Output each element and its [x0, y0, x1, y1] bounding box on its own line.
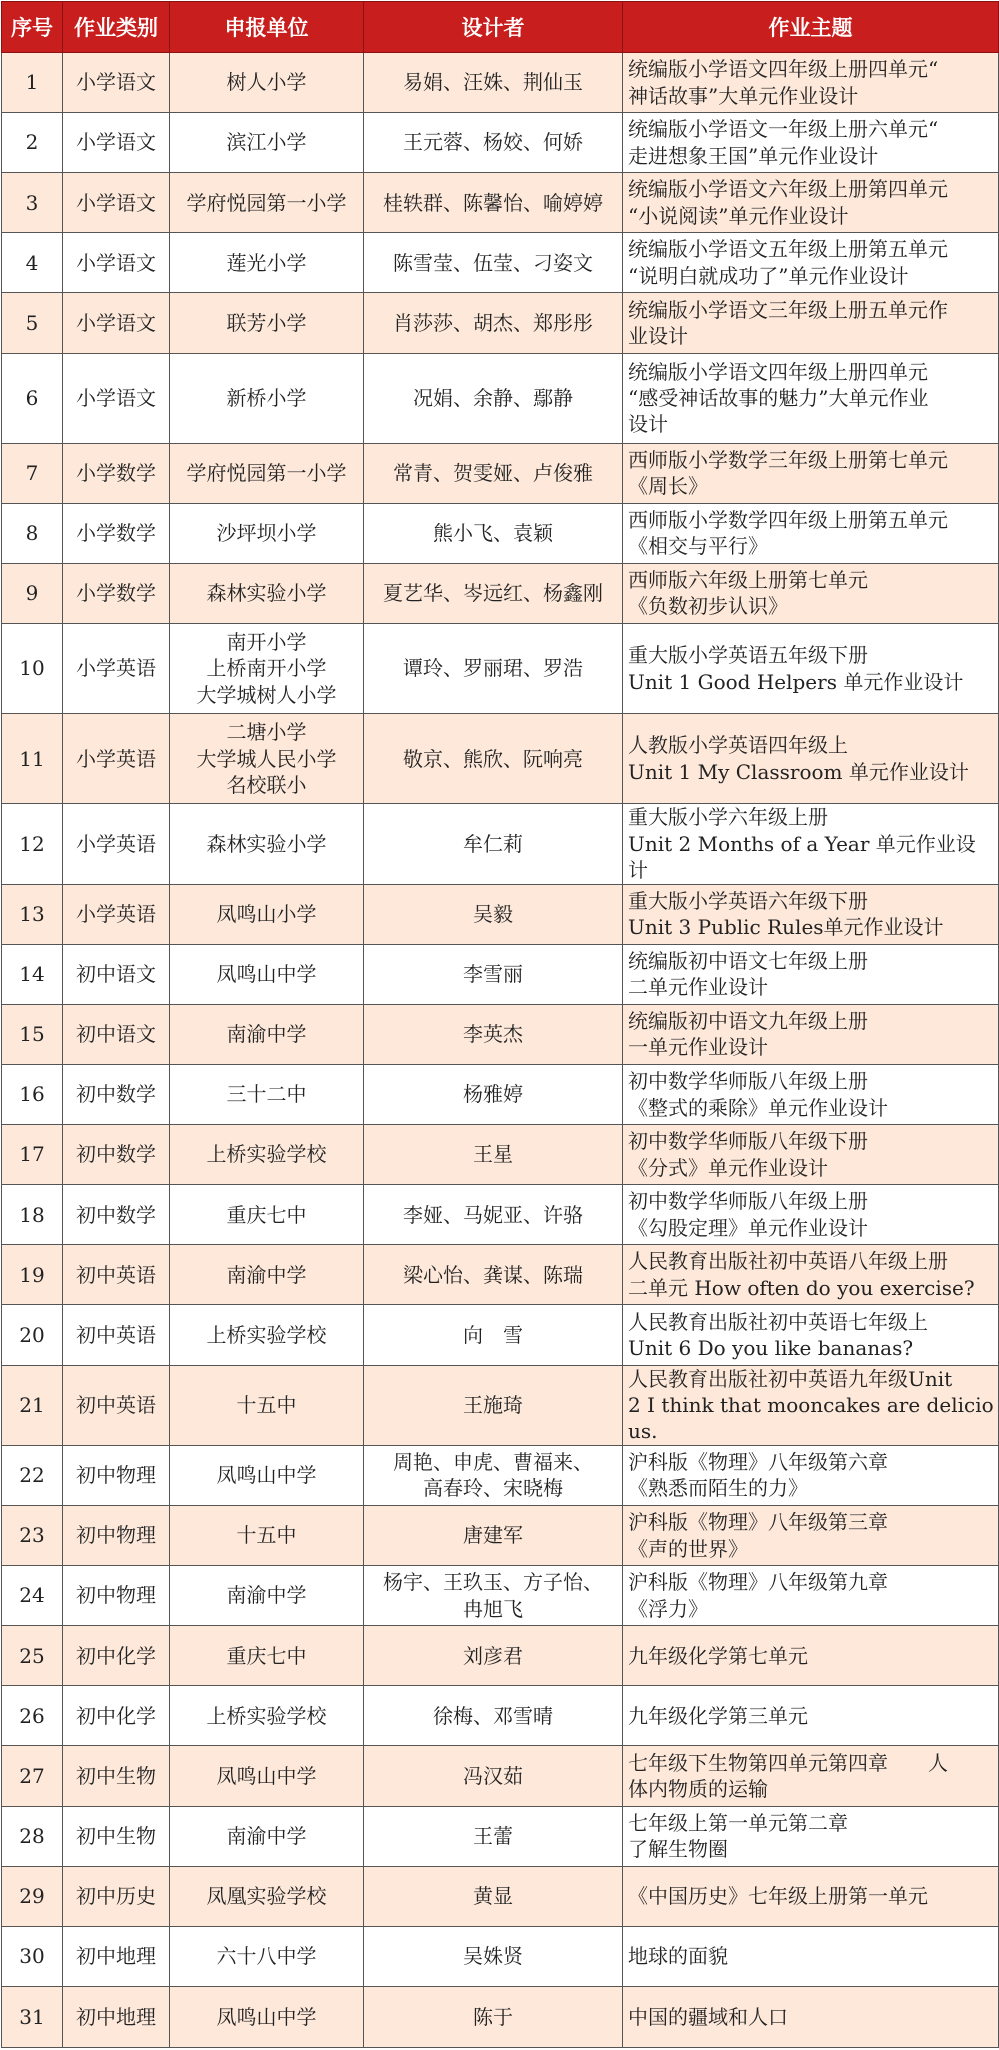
- cell-unit: 南渝中学: [170, 1566, 364, 1626]
- cell-unit: 南渝中学: [170, 1004, 364, 1064]
- cell-unit: 南渝中学: [170, 1806, 364, 1866]
- cell-no: 5: [2, 293, 63, 353]
- table-row: [2, 1305, 999, 1365]
- table-row: [2, 1445, 999, 1505]
- cell-designer: 易娟、汪姝、荆仙玉: [364, 53, 623, 113]
- table-row: [2, 563, 999, 623]
- cell-no: 29: [2, 1866, 63, 1926]
- cell-unit: 六十八中学: [170, 1926, 364, 1986]
- header-category: 作业类别: [63, 2, 170, 53]
- table-row: [2, 443, 999, 503]
- cell-designer: 常青、贺雯娅、卢俊雅: [364, 443, 623, 503]
- cell-unit: 南开小学 上桥南开小学 大学城树人小学: [170, 624, 364, 714]
- cell-unit: 新桥小学: [170, 353, 364, 443]
- cell-unit: 凤鸣山中学: [170, 944, 364, 1004]
- cell-category: 小学语文: [63, 173, 170, 233]
- cell-unit: 重庆七中: [170, 1185, 364, 1245]
- cell-category: 小学数学: [63, 563, 170, 623]
- cell-category: 小学数学: [63, 503, 170, 563]
- cell-category: 初中语文: [63, 1004, 170, 1064]
- cell-topic: 统编版小学语文一年级上册六单元“ 走进想象王国”单元作业设计: [623, 113, 999, 173]
- cell-designer: 王元蓉、杨姣、何娇: [364, 113, 623, 173]
- cell-topic: 沪科版《物理》八年级第六章 《熟悉而陌生的力》: [623, 1445, 999, 1505]
- table-row: [2, 113, 999, 173]
- table-row: [2, 1566, 999, 1626]
- cell-no: 10: [2, 624, 63, 714]
- cell-unit: 凤鸣山中学: [170, 1445, 364, 1505]
- table-row: [2, 1125, 999, 1185]
- cell-topic: 七年级下生物第四单元第四章 人 体内物质的运输: [623, 1746, 999, 1806]
- cell-category: 初中语文: [63, 944, 170, 1004]
- cell-category: 初中生物: [63, 1746, 170, 1806]
- cell-designer: 刘彦君: [364, 1626, 623, 1686]
- cell-topic: 初中数学华师版八年级上册 《勾股定理》单元作业设计: [623, 1185, 999, 1245]
- cell-unit: 上桥实验学校: [170, 1305, 364, 1365]
- cell-unit: 森林实验小学: [170, 563, 364, 623]
- cell-category: 初中生物: [63, 1806, 170, 1866]
- cell-designer: 熊小飞、袁颖: [364, 503, 623, 563]
- table-row: [2, 293, 999, 353]
- cell-category: 小学英语: [63, 804, 170, 884]
- assignment-table: [1, 1, 999, 2048]
- cell-no: 27: [2, 1746, 63, 1806]
- table-row: [2, 624, 999, 714]
- cell-unit: 学府悦园第一小学: [170, 173, 364, 233]
- cell-designer: 杨雅婷: [364, 1064, 623, 1124]
- cell-designer: 吴毅: [364, 884, 623, 944]
- header-row: [2, 2, 999, 53]
- cell-unit: 重庆七中: [170, 1626, 364, 1686]
- cell-no: 11: [2, 714, 63, 804]
- cell-category: 初中数学: [63, 1185, 170, 1245]
- cell-no: 23: [2, 1505, 63, 1565]
- cell-topic: 初中数学华师版八年级下册 《分式》单元作业设计: [623, 1125, 999, 1185]
- cell-no: 28: [2, 1806, 63, 1866]
- cell-topic: 西师版小学数学四年级上册第五单元 《相交与平行》: [623, 503, 999, 563]
- table-row: [2, 1365, 999, 1445]
- cell-no: 14: [2, 944, 63, 1004]
- cell-designer: 牟仁莉: [364, 804, 623, 884]
- cell-topic: 统编版小学语文四年级上册四单元 “感受神话故事的魅力”大单元作业 设计: [623, 353, 999, 443]
- cell-unit: 滨江小学: [170, 113, 364, 173]
- cell-topic: 重大版小学六年级上册 Unit 2 Months of a Year 单元作业设计: [623, 804, 999, 884]
- cell-topic: 沪科版《物理》八年级第九章 《浮力》: [623, 1566, 999, 1626]
- cell-designer: 徐梅、邓雪晴: [364, 1686, 623, 1746]
- cell-topic: 人民教育出版社初中英语八年级上册 二单元 How often do you exercise?: [623, 1245, 999, 1305]
- table-row: [2, 714, 999, 804]
- cell-category: 初中物理: [63, 1505, 170, 1565]
- cell-unit: 森林实验小学: [170, 804, 364, 884]
- cell-unit: 三十二中: [170, 1064, 364, 1124]
- cell-category: 小学英语: [63, 884, 170, 944]
- cell-designer: 王蕾: [364, 1806, 623, 1866]
- cell-category: 小学语文: [63, 353, 170, 443]
- table-row: [2, 353, 999, 443]
- cell-topic: 统编版初中语文九年级上册 一单元作业设计: [623, 1004, 999, 1064]
- table-row: [2, 1064, 999, 1124]
- table-row: [2, 804, 999, 884]
- table-row: [2, 1806, 999, 1866]
- cell-topic: 西师版小学数学三年级上册第七单元 《周长》: [623, 443, 999, 503]
- cell-no: 13: [2, 884, 63, 944]
- cell-unit: 莲光小学: [170, 233, 364, 293]
- cell-unit: 凤凰实验学校: [170, 1866, 364, 1926]
- cell-designer: 黄显: [364, 1866, 623, 1926]
- table-row: [2, 1245, 999, 1305]
- cell-topic: 地球的面貌: [623, 1926, 999, 1986]
- cell-no: 30: [2, 1926, 63, 1986]
- cell-topic: 九年级化学第三单元: [623, 1686, 999, 1746]
- cell-designer: 周艳、申虎、曹福来、 高春玲、宋晓梅: [364, 1445, 623, 1505]
- cell-designer: 肖莎莎、胡杰、郑彤彤: [364, 293, 623, 353]
- cell-category: 初中英语: [63, 1365, 170, 1445]
- cell-no: 4: [2, 233, 63, 293]
- cell-unit: 凤鸣山中学: [170, 1986, 364, 2047]
- cell-no: 8: [2, 503, 63, 563]
- cell-no: 12: [2, 804, 63, 884]
- cell-no: 24: [2, 1566, 63, 1626]
- cell-unit: 十五中: [170, 1505, 364, 1565]
- cell-no: 22: [2, 1445, 63, 1505]
- header-topic: 作业主题: [623, 2, 999, 53]
- cell-no: 19: [2, 1245, 63, 1305]
- table-row: [2, 1746, 999, 1806]
- cell-topic: 统编版小学语文六年级上册第四单元 “小说阅读”单元作业设计: [623, 173, 999, 233]
- cell-topic: 人教版小学英语四年级上 Unit 1 My Classroom 单元作业设计: [623, 714, 999, 804]
- cell-designer: 吴姝贤: [364, 1926, 623, 1986]
- cell-topic: 统编版小学语文三年级上册五单元作 业设计: [623, 293, 999, 353]
- cell-designer: 李雪丽: [364, 944, 623, 1004]
- cell-topic: 人民教育出版社初中英语七年级上 Unit 6 Do you like bananas?: [623, 1305, 999, 1365]
- cell-category: 小学语文: [63, 113, 170, 173]
- cell-designer: 夏艺华、岑远红、杨鑫刚: [364, 563, 623, 623]
- table-row: [2, 1004, 999, 1064]
- table-row: [2, 1185, 999, 1245]
- cell-topic: 西师版六年级上册第七单元 《负数初步认识》: [623, 563, 999, 623]
- cell-no: 18: [2, 1185, 63, 1245]
- cell-designer: 谭玲、罗丽珺、罗浩: [364, 624, 623, 714]
- cell-category: 小学语文: [63, 53, 170, 113]
- cell-no: 2: [2, 113, 63, 173]
- cell-category: 小学英语: [63, 624, 170, 714]
- cell-no: 26: [2, 1686, 63, 1746]
- cell-topic: 七年级上第一单元第二章 了解生物圈: [623, 1806, 999, 1866]
- cell-unit: 联芳小学: [170, 293, 364, 353]
- cell-designer: 王施琦: [364, 1365, 623, 1445]
- cell-category: 初中数学: [63, 1064, 170, 1124]
- cell-designer: 向 雪: [364, 1305, 623, 1365]
- cell-no: 31: [2, 1986, 63, 2047]
- cell-category: 初中物理: [63, 1566, 170, 1626]
- cell-designer: 李娅、马妮亚、许骆: [364, 1185, 623, 1245]
- cell-category: 初中化学: [63, 1626, 170, 1686]
- cell-category: 小学语文: [63, 293, 170, 353]
- cell-unit: 树人小学: [170, 53, 364, 113]
- cell-unit: 南渝中学: [170, 1245, 364, 1305]
- cell-no: 20: [2, 1305, 63, 1365]
- cell-no: 21: [2, 1365, 63, 1445]
- cell-designer: 冯汉茹: [364, 1746, 623, 1806]
- header-no: 序号: [2, 2, 63, 53]
- cell-category: 小学英语: [63, 714, 170, 804]
- cell-category: 初中物理: [63, 1445, 170, 1505]
- cell-no: 3: [2, 173, 63, 233]
- cell-topic: 初中数学华师版八年级上册 《整式的乘除》单元作业设计: [623, 1064, 999, 1124]
- table-row: [2, 944, 999, 1004]
- cell-no: 1: [2, 53, 63, 113]
- cell-designer: 梁心怡、龚谋、陈瑞: [364, 1245, 623, 1305]
- cell-unit: 上桥实验学校: [170, 1686, 364, 1746]
- header-unit: 申报单位: [170, 2, 364, 53]
- cell-topic: 九年级化学第七单元: [623, 1626, 999, 1686]
- cell-designer: 况娟、余静、鄢静: [364, 353, 623, 443]
- cell-no: 16: [2, 1064, 63, 1124]
- cell-topic: 中国的疆域和人口: [623, 1986, 999, 2047]
- cell-category: 初中化学: [63, 1686, 170, 1746]
- cell-no: 17: [2, 1125, 63, 1185]
- cell-designer: 王星: [364, 1125, 623, 1185]
- table-row: [2, 884, 999, 944]
- cell-unit: 沙坪坝小学: [170, 503, 364, 563]
- cell-category: 小学数学: [63, 443, 170, 503]
- table-row: [2, 1686, 999, 1746]
- table-row: [2, 233, 999, 293]
- cell-unit: 凤鸣山中学: [170, 1746, 364, 1806]
- cell-topic: 《中国历史》七年级上册第一单元: [623, 1866, 999, 1926]
- cell-no: 6: [2, 353, 63, 443]
- cell-topic: 统编版小学语文五年级上册第五单元 “说明白就成功了”单元作业设计: [623, 233, 999, 293]
- cell-unit: 凤鸣山小学: [170, 884, 364, 944]
- table-row: [2, 1626, 999, 1686]
- table-row: [2, 1866, 999, 1926]
- cell-category: 初中英语: [63, 1245, 170, 1305]
- cell-unit: 二塘小学 大学城人民小学 名校联小: [170, 714, 364, 804]
- table-row: [2, 503, 999, 563]
- table-row: [2, 1986, 999, 2047]
- table-row: [2, 53, 999, 113]
- cell-no: 9: [2, 563, 63, 623]
- cell-category: 初中历史: [63, 1866, 170, 1926]
- cell-unit: 上桥实验学校: [170, 1125, 364, 1185]
- cell-topic: 人民教育出版社初中英语九年级Unit 2 I think that mooncakes are delicious.: [623, 1365, 999, 1445]
- cell-designer: 李英杰: [364, 1004, 623, 1064]
- cell-unit: 学府悦园第一小学: [170, 443, 364, 503]
- cell-category: 初中地理: [63, 1986, 170, 2047]
- cell-topic: 统编版初中语文七年级上册 二单元作业设计: [623, 944, 999, 1004]
- table-row: [2, 1505, 999, 1565]
- table-row: [2, 173, 999, 233]
- cell-designer: 唐建军: [364, 1505, 623, 1565]
- cell-topic: 沪科版《物理》八年级第三章 《声的世界》: [623, 1505, 999, 1565]
- cell-designer: 敬京、熊欣、阮响亮: [364, 714, 623, 804]
- cell-unit: 十五中: [170, 1365, 364, 1445]
- cell-no: 7: [2, 443, 63, 503]
- cell-category: 初中地理: [63, 1926, 170, 1986]
- cell-category: 初中英语: [63, 1305, 170, 1365]
- cell-topic: 统编版小学语文四年级上册四单元“ 神话故事”大单元作业设计: [623, 53, 999, 113]
- table-row: [2, 1926, 999, 1986]
- cell-designer: 陈于: [364, 1986, 623, 2047]
- cell-no: 15: [2, 1004, 63, 1064]
- cell-category: 小学语文: [63, 233, 170, 293]
- cell-no: 25: [2, 1626, 63, 1686]
- cell-category: 初中数学: [63, 1125, 170, 1185]
- header-designer: 设计者: [364, 2, 623, 53]
- cell-designer: 桂轶群、陈馨怡、喻婷婷: [364, 173, 623, 233]
- cell-topic: 重大版小学英语五年级下册 Unit 1 Good Helpers 单元作业设计: [623, 624, 999, 714]
- cell-topic: 重大版小学英语六年级下册 Unit 3 Public Rules单元作业设计: [623, 884, 999, 944]
- cell-designer: 陈雪莹、伍莹、刁姿文: [364, 233, 623, 293]
- cell-designer: 杨宇、王玖玉、方子怡、 冉旭飞: [364, 1566, 623, 1626]
